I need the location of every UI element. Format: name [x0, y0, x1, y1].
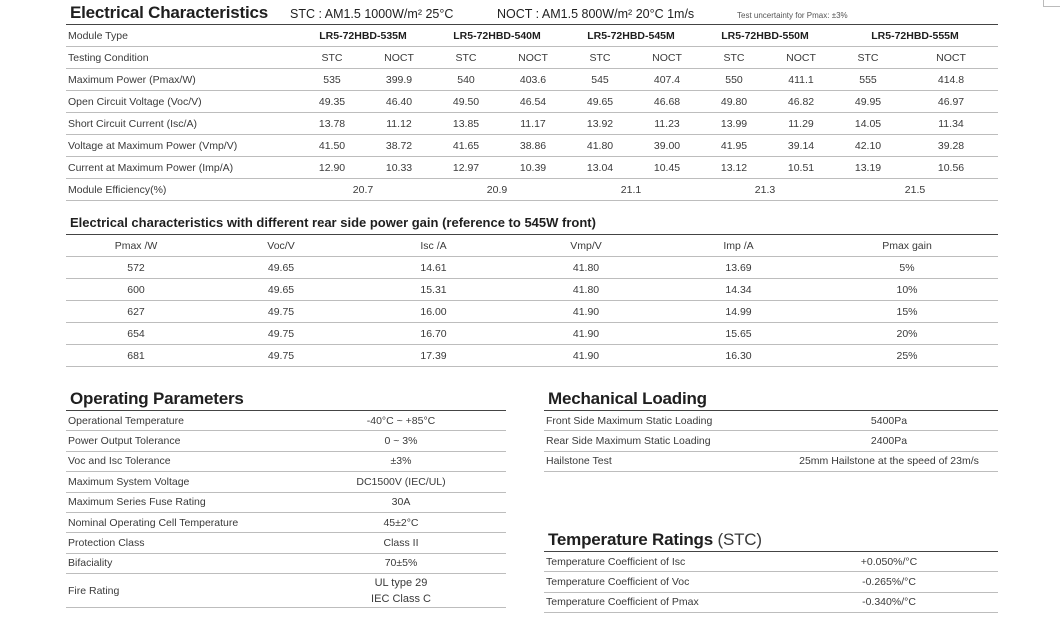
- rear-gain-header: Pmax /W: [66, 235, 206, 257]
- temperature-row: [544, 592, 998, 612]
- rear-gain-cell: 5%: [816, 257, 998, 279]
- cell-value: 411.1: [770, 69, 832, 91]
- operating-title: Operating Parameters: [70, 389, 244, 408]
- rear-gain-cell: 16.00: [356, 301, 511, 323]
- temperature-row: [544, 552, 998, 572]
- testing-condition-label: Testing Condition: [66, 47, 296, 69]
- rear-gain-cell: 16.70: [356, 323, 511, 345]
- cell-value: 11.12: [368, 113, 430, 135]
- stc-label: STC: [698, 47, 770, 69]
- rear-gain-header: Vmp/V: [511, 235, 661, 257]
- rear-gain-cell: 16.30: [661, 345, 816, 367]
- cell-value: 10.45: [636, 157, 698, 179]
- cell-value: 39.14: [770, 135, 832, 157]
- cell-value: 41.50: [296, 135, 368, 157]
- cell-value: 38.72: [368, 135, 430, 157]
- temperature-label: Temperature Coefficient of Isc: [544, 552, 780, 572]
- mechanical-label: Front Side Maximum Static Loading: [544, 411, 780, 431]
- stc-label: STC: [296, 47, 368, 69]
- rear-gain-cell: 17.39: [356, 345, 511, 367]
- rear-gain-cell: 49.65: [206, 279, 356, 301]
- cell-value: 41.65: [430, 135, 502, 157]
- rear-gain-row: [66, 345, 998, 367]
- rear-gain-cell: 600: [66, 279, 206, 301]
- rear-gain-cell: 20%: [816, 323, 998, 345]
- efficiency-value: 21.5: [832, 179, 998, 201]
- operating-label: Nominal Operating Cell Temperature: [66, 512, 296, 532]
- cell-value: 13.12: [698, 157, 770, 179]
- fire-rating-line1: UL type 29: [374, 576, 428, 589]
- cell-value: 11.17: [502, 113, 564, 135]
- rear-gain-header-row: [66, 235, 998, 257]
- model-name: LR5-72HBD-545M: [564, 25, 698, 47]
- mechanical-table: [544, 410, 998, 472]
- operating-label: Maximum Series Fuse Rating: [66, 492, 296, 512]
- mechanical-value: 5400Pa: [780, 411, 998, 431]
- operating-value: 30A: [296, 492, 506, 512]
- rear-gain-header: Voc/V: [206, 235, 356, 257]
- rear-gain-cell: 10%: [816, 279, 998, 301]
- efficiency-value: 21.3: [698, 179, 832, 201]
- operating-label: Power Output Tolerance: [66, 431, 296, 451]
- rear-gain-cell: 13.69: [661, 257, 816, 279]
- cell-value: 12.90: [296, 157, 368, 179]
- page-corner-tab: [1043, 0, 1060, 7]
- cell-value: 13.78: [296, 113, 368, 135]
- operating-row: [66, 411, 506, 431]
- operating-value: ±3%: [296, 451, 506, 471]
- electrical-row: [66, 113, 998, 135]
- electrical-table: [66, 24, 998, 201]
- operating-label: Maximum System Voltage: [66, 472, 296, 492]
- cell-value: 407.4: [636, 69, 698, 91]
- rear-gain-cell: 681: [66, 345, 206, 367]
- fire-rating-row: [66, 574, 506, 608]
- rear-gain-row: [66, 279, 998, 301]
- mechanical-row: [544, 411, 998, 431]
- operating-value: 70±5%: [296, 553, 506, 573]
- noct-label: NOCT: [636, 47, 698, 69]
- cell-value: 49.50: [430, 91, 502, 113]
- rear-gain-table: [66, 234, 998, 367]
- temperature-table: [544, 551, 998, 613]
- mechanical-label: Rear Side Maximum Static Loading: [544, 431, 780, 451]
- operating-value: -40°C ~ +85°C: [296, 411, 506, 431]
- stc-label: STC: [430, 47, 502, 69]
- rear-gain-cell: 627: [66, 301, 206, 323]
- rear-gain-title: Electrical characteristics with different rear side power gain (reference to 545W front): [70, 215, 596, 230]
- cell-value: 10.39: [502, 157, 564, 179]
- cell-value: 42.10: [832, 135, 904, 157]
- rear-gain-cell: 41.90: [511, 301, 661, 323]
- rear-gain-row: [66, 257, 998, 279]
- operating-value: 0 ~ 3%: [296, 431, 506, 451]
- module-type-label: Module Type: [66, 25, 296, 47]
- row-label: Current at Maximum Power (Imp/A): [66, 157, 296, 179]
- rear-gain-cell: 14.34: [661, 279, 816, 301]
- temperature-title-text: Temperature Ratings: [548, 530, 713, 549]
- rear-gain-cell: 49.75: [206, 345, 356, 367]
- noct-condition: NOCT : AM1.5 800W/m² 20°C 1m/s: [497, 7, 695, 21]
- mechanical-title: Mechanical Loading: [548, 389, 707, 408]
- cell-value: 39.00: [636, 135, 698, 157]
- rear-gain-cell: 15%: [816, 301, 998, 323]
- rear-gain-cell: 15.65: [661, 323, 816, 345]
- mechanical-row: [544, 451, 998, 471]
- operating-row: [66, 492, 506, 512]
- rear-gain-header: Imp /A: [661, 235, 816, 257]
- rear-gain-cell: 49.75: [206, 301, 356, 323]
- efficiency-value: 20.9: [430, 179, 564, 201]
- operating-row: [66, 553, 506, 573]
- rear-gain-cell: 41.80: [511, 279, 661, 301]
- operating-row: [66, 512, 506, 532]
- operating-value: Class II: [296, 533, 506, 553]
- cell-value: 46.54: [502, 91, 564, 113]
- temperature-value: -0.340%/°C: [780, 592, 998, 612]
- cell-value: 39.28: [904, 135, 998, 157]
- temperature-value: -0.265%/°C: [780, 572, 998, 592]
- rear-gain-cell: 25%: [816, 345, 998, 367]
- fire-rating-label: Fire Rating: [66, 574, 296, 608]
- rear-gain-cell: 15.31: [356, 279, 511, 301]
- cell-value: 46.82: [770, 91, 832, 113]
- cell-value: 41.95: [698, 135, 770, 157]
- rear-gain-header: Pmax gain: [816, 235, 998, 257]
- electrical-row: [66, 157, 998, 179]
- noct-label: NOCT: [770, 47, 832, 69]
- cell-value: 399.9: [368, 69, 430, 91]
- model-name: LR5-72HBD-555M: [832, 25, 998, 47]
- noct-label: NOCT: [502, 47, 564, 69]
- cell-value: 13.04: [564, 157, 636, 179]
- cell-value: 46.68: [636, 91, 698, 113]
- mechanical-value: 2400Pa: [780, 431, 998, 451]
- noct-label: NOCT: [904, 47, 998, 69]
- model-name: LR5-72HBD-535M: [296, 25, 430, 47]
- mechanical-value: 25mm Hailstone at the speed of 23m/s: [780, 451, 998, 471]
- noct-label: NOCT: [368, 47, 430, 69]
- cell-value: 14.05: [832, 113, 904, 135]
- operating-label: Protection Class: [66, 533, 296, 553]
- operating-label: Operational Temperature: [66, 411, 296, 431]
- temperature-row: [544, 572, 998, 592]
- cell-value: 550: [698, 69, 770, 91]
- cell-value: 41.80: [564, 135, 636, 157]
- rear-gain-row: [66, 323, 998, 345]
- cell-value: 13.99: [698, 113, 770, 135]
- operating-value: DC1500V (IEC/UL): [296, 472, 506, 492]
- cell-value: 38.86: [502, 135, 564, 157]
- rear-gain-cell: 41.90: [511, 323, 661, 345]
- operating-label: Bifaciality: [66, 553, 296, 573]
- efficiency-value: 20.7: [296, 179, 430, 201]
- cell-value: 46.97: [904, 91, 998, 113]
- electrical-row: [66, 91, 998, 113]
- cell-value: 11.23: [636, 113, 698, 135]
- operating-value: 45±2°C: [296, 512, 506, 532]
- cell-value: 13.85: [430, 113, 502, 135]
- cell-value: 545: [564, 69, 636, 91]
- cell-value: 540: [430, 69, 502, 91]
- rear-gain-header: Isc /A: [356, 235, 511, 257]
- cell-value: 10.51: [770, 157, 832, 179]
- cell-value: 414.8: [904, 69, 998, 91]
- temperature-label: Temperature Coefficient of Voc: [544, 572, 780, 592]
- operating-label: Voc and Isc Tolerance: [66, 451, 296, 471]
- rear-gain-row: [66, 301, 998, 323]
- cell-value: 555: [832, 69, 904, 91]
- cell-value: 46.40: [368, 91, 430, 113]
- rear-gain-cell: 654: [66, 323, 206, 345]
- efficiency-row: [66, 179, 998, 201]
- cell-value: 12.97: [430, 157, 502, 179]
- row-label: Voltage at Maximum Power (Vmp/V): [66, 135, 296, 157]
- model-name: LR5-72HBD-550M: [698, 25, 832, 47]
- operating-row: [66, 533, 506, 553]
- operating-row: [66, 451, 506, 471]
- cell-value: 535: [296, 69, 368, 91]
- cell-value: 13.92: [564, 113, 636, 135]
- electrical-row: [66, 69, 998, 91]
- temperature-title: [548, 530, 762, 550]
- rear-gain-cell: 49.75: [206, 323, 356, 345]
- operating-row: [66, 472, 506, 492]
- temperature-title-suffix: (STC): [717, 530, 762, 549]
- cell-value: 403.6: [502, 69, 564, 91]
- uncertainty-note: Test uncertainty for Pmax: ±3%: [737, 11, 848, 20]
- rear-gain-cell: 49.65: [206, 257, 356, 279]
- electrical-title: Electrical Characteristics: [70, 3, 268, 22]
- operating-row: [66, 431, 506, 451]
- rear-gain-cell: 41.90: [511, 345, 661, 367]
- stc-label: STC: [832, 47, 904, 69]
- rear-gain-cell: 41.80: [511, 257, 661, 279]
- cell-value: 49.65: [564, 91, 636, 113]
- row-label: Open Circuit Voltage (Voc/V): [66, 91, 296, 113]
- cell-value: 10.33: [368, 157, 430, 179]
- cell-value: 13.19: [832, 157, 904, 179]
- mechanical-row: [544, 431, 998, 451]
- temperature-label: Temperature Coefficient of Pmax: [544, 592, 780, 612]
- stc-label: STC: [564, 47, 636, 69]
- row-label: Short Circuit Current (Isc/A): [66, 113, 296, 135]
- testing-condition-row: [66, 47, 998, 69]
- fire-rating-line2: IEC Class C: [371, 592, 431, 605]
- rear-gain-cell: 572: [66, 257, 206, 279]
- row-label: Maximum Power (Pmax/W): [66, 69, 296, 91]
- electrical-row: [66, 135, 998, 157]
- fire-rating-value: [296, 574, 506, 608]
- cell-value: 11.29: [770, 113, 832, 135]
- operating-table: [66, 410, 506, 608]
- stc-condition: STC : AM1.5 1000W/m² 25°C: [290, 7, 454, 21]
- rear-gain-cell: 14.61: [356, 257, 511, 279]
- efficiency-value: 21.1: [564, 179, 698, 201]
- mechanical-label: Hailstone Test: [544, 451, 780, 471]
- model-name: LR5-72HBD-540M: [430, 25, 564, 47]
- cell-value: 10.56: [904, 157, 998, 179]
- cell-value: 49.80: [698, 91, 770, 113]
- efficiency-label: Module Efficiency(%): [66, 179, 296, 201]
- cell-value: 49.35: [296, 91, 368, 113]
- rear-gain-cell: 14.99: [661, 301, 816, 323]
- cell-value: 49.95: [832, 91, 904, 113]
- temperature-value: +0.050%/°C: [780, 552, 998, 572]
- cell-value: 11.34: [904, 113, 998, 135]
- model-row: [66, 25, 998, 47]
